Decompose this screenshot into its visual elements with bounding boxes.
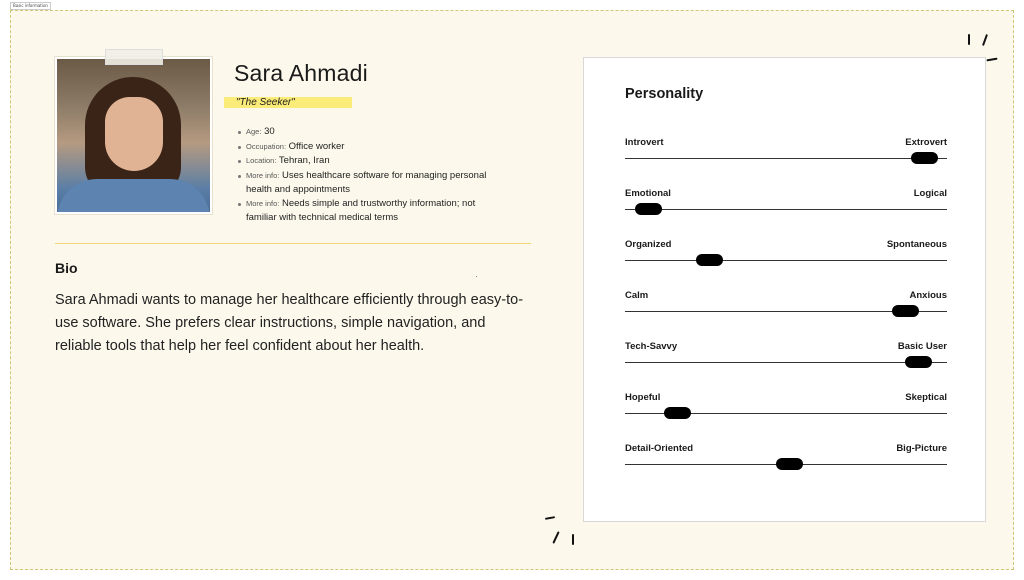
sparkle-stroke <box>968 34 970 45</box>
fact-value: Needs simple and trustworthy information; not familiar with technical medical terms <box>246 198 476 223</box>
fact-value: 30 <box>264 126 275 137</box>
fact-item <box>238 125 508 139</box>
trait-knob[interactable] <box>911 152 938 164</box>
photo-jacket <box>57 179 210 214</box>
trait-left-label: Calm <box>625 290 649 301</box>
trait-hopeful-skeptical <box>625 392 947 422</box>
fact-value: Uses healthcare software for managing personal health and appointments <box>246 169 487 195</box>
trait-right-label: Spontaneous <box>886 239 947 250</box>
fact-item <box>238 169 508 197</box>
frame-label: Basic information <box>10 2 51 10</box>
fact-key: More info: <box>246 170 280 180</box>
sparkle-stroke <box>572 534 574 545</box>
trait-right-label: Skeptical <box>905 392 947 403</box>
fact-item <box>238 140 508 154</box>
fact-key: Age: <box>246 127 262 136</box>
trait-knob[interactable] <box>635 203 662 215</box>
personality-card <box>583 57 986 522</box>
photo-tape <box>105 49 163 65</box>
bio-title: Bio <box>55 260 78 276</box>
trait-right-label: Logical <box>913 188 947 199</box>
trait-introvert-extrovert <box>625 137 947 167</box>
trait-techsavvy-basicuser <box>625 341 947 371</box>
trait-left-label: Emotional <box>625 188 671 199</box>
trait-left-label: Introvert <box>625 137 664 148</box>
trait-left-label: Hopeful <box>625 392 661 403</box>
fact-key: Occupation: <box>246 141 287 151</box>
trait-track <box>625 209 947 210</box>
persona-tagline: "The Seeker" <box>224 97 352 108</box>
trait-knob[interactable] <box>776 458 803 470</box>
trait-knob[interactable] <box>892 305 919 317</box>
trait-knob[interactable] <box>664 407 691 419</box>
bio-text: Sara Ahmadi wants to manage her healthcare efficiently through easy-to-use software. She prefers clear instructions, simple navigation, and reliable tools that help her feel confident about her health. <box>55 292 524 354</box>
photo-face <box>105 97 163 171</box>
trait-emotional-logical <box>625 188 947 218</box>
personality-title: Personality <box>625 86 704 102</box>
trait-track <box>625 260 947 261</box>
fact-value: Tehran, Iran <box>278 155 330 166</box>
trait-left-label: Detail-Oriented <box>625 443 694 454</box>
persona-name: Sara Ahmadi <box>234 60 368 86</box>
trait-right-label: Big-Picture <box>896 443 947 454</box>
persona-photo <box>55 57 212 214</box>
trait-organized-spontaneous <box>625 239 947 269</box>
trait-left-label: Organized <box>625 239 672 250</box>
trait-right-label: Basic User <box>897 341 947 352</box>
fact-item <box>238 154 508 168</box>
trait-calm-anxious <box>625 290 947 320</box>
fact-value: Office worker <box>288 140 345 152</box>
trait-detail-bigpicture <box>625 443 947 473</box>
stray-dot <box>476 276 477 277</box>
trait-right-label: Extrovert <box>905 137 947 148</box>
trait-left-label: Tech-Savvy <box>625 341 678 352</box>
section-divider <box>55 243 531 244</box>
fact-item <box>238 197 508 225</box>
fact-key: More info: <box>246 199 280 208</box>
fact-key: Location: <box>246 156 277 165</box>
trait-knob[interactable] <box>696 254 723 266</box>
trait-knob[interactable] <box>905 356 932 368</box>
trait-track <box>625 158 947 159</box>
persona-facts <box>238 125 508 226</box>
trait-right-label: Anxious <box>909 290 947 301</box>
trait-track <box>625 362 947 363</box>
